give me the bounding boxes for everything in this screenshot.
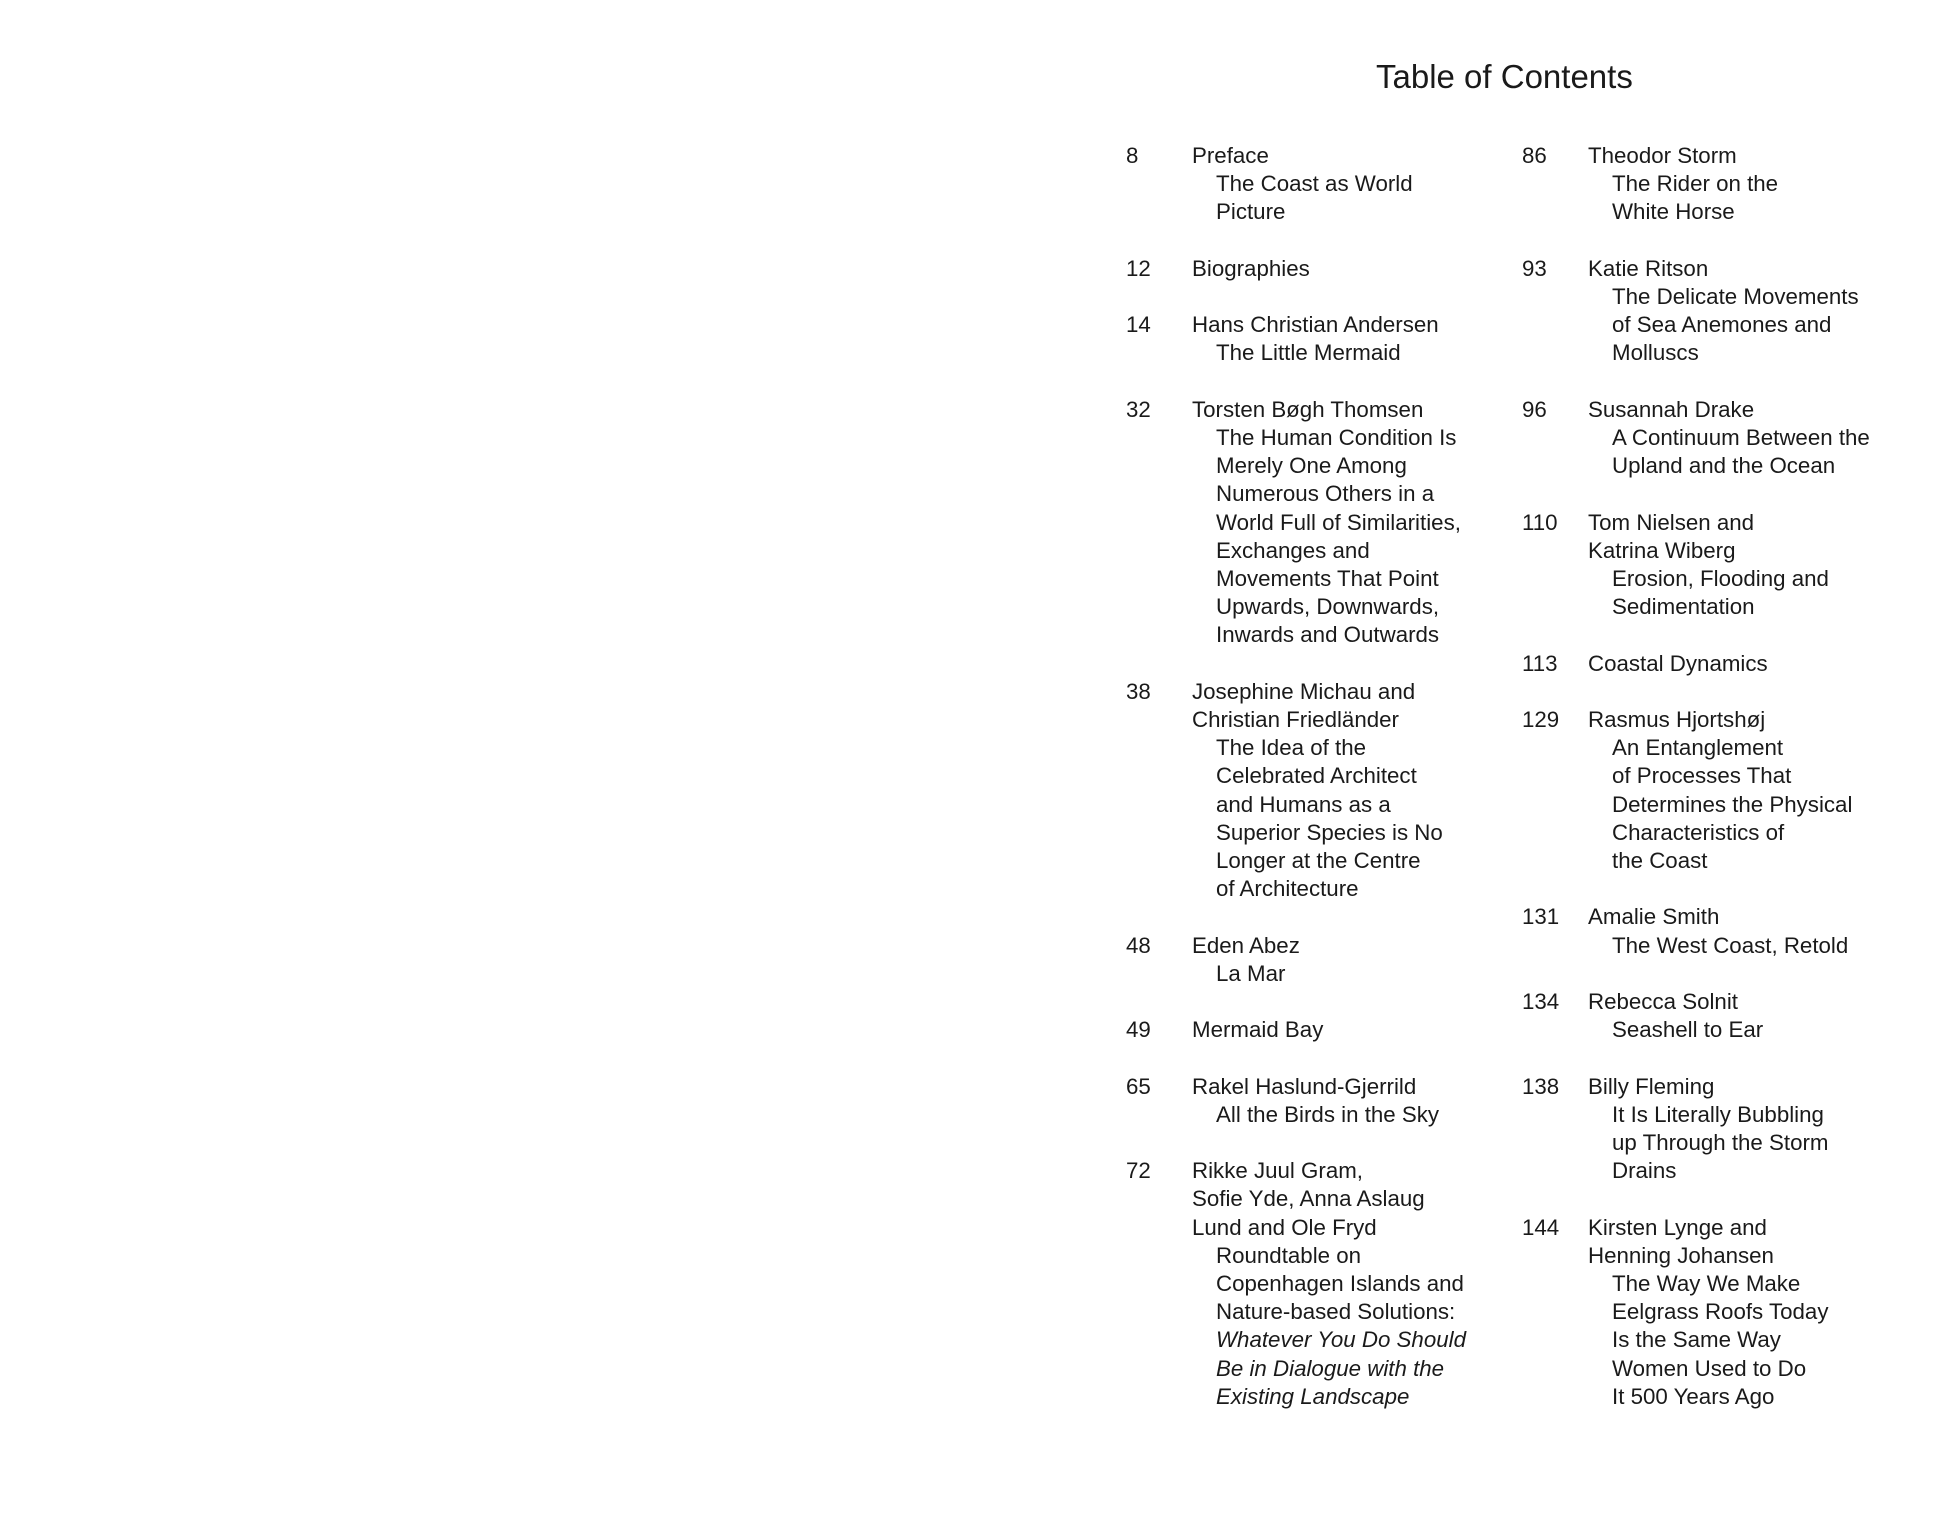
entry-title: Erosion, Flooding and (1612, 566, 1829, 591)
page-number: 138 (1522, 1073, 1560, 1099)
entry-title: Sedimentation (1612, 594, 1755, 620)
entry-author: Coastal Dynamics (1588, 650, 1768, 676)
entry-title: Is the Same Way (1612, 1327, 1781, 1353)
toc-entry (1522, 255, 1922, 368)
toc-entry (1522, 988, 1922, 1044)
page-number: 38 (1126, 678, 1151, 704)
entry-author: Lund and Ole Fryd (1192, 1214, 1377, 1240)
page-number: 93 (1522, 255, 1547, 281)
toc-entry (1522, 396, 1922, 481)
toc-entry (1126, 396, 1526, 650)
entry-title: The Delicate Movements (1612, 284, 1859, 309)
entry-text (1192, 1073, 1526, 1129)
page-number: 110 (1522, 509, 1558, 535)
entry-text (1192, 1016, 1526, 1044)
entry-title: Nature-based Solutions: (1216, 1299, 1456, 1325)
entry-author: Josephine Michau and (1192, 678, 1416, 704)
entry-text (1588, 1214, 1922, 1411)
entry-text (1192, 678, 1526, 904)
entry-title: Celebrated Architect (1216, 763, 1417, 789)
toc-entry (1126, 678, 1526, 904)
page-number: 129 (1522, 706, 1560, 732)
entry-text (1588, 142, 1922, 227)
entry-title: A Continuum Between the (1612, 425, 1870, 450)
page-number: 131 (1522, 904, 1560, 930)
toc-entry (1126, 142, 1526, 227)
entry-title: All the Birds in the Sky (1216, 1101, 1440, 1127)
entry-text (1588, 255, 1922, 368)
entry-text (1588, 396, 1922, 481)
entry-author: Billy Fleming (1588, 1073, 1715, 1099)
entry-author: Katrina Wiberg (1588, 537, 1736, 563)
page-number: 48 (1126, 932, 1151, 958)
toc-entry (1126, 1157, 1526, 1411)
page-number: 96 (1522, 396, 1547, 422)
toc-entry (1126, 932, 1526, 988)
entry-author: Henning Johansen (1588, 1242, 1774, 1268)
page-number: 134 (1522, 988, 1560, 1014)
entry-title: of Processes That (1612, 763, 1792, 789)
page-number: 72 (1126, 1158, 1151, 1184)
entry-text (1588, 988, 1922, 1044)
entry-author: Mermaid Bay (1192, 1017, 1324, 1043)
entry-title: Longer at the Centre (1216, 848, 1421, 874)
entry-title: Inwards and Outwards (1216, 622, 1440, 648)
page-number: 32 (1126, 396, 1151, 422)
entry-author: Kirsten Lynge and (1588, 1214, 1767, 1240)
entry-title: Roundtable on (1216, 1242, 1362, 1268)
page-number: 49 (1126, 1017, 1151, 1043)
entry-author: Theodor Storm (1588, 143, 1737, 168)
entry-text (1588, 1073, 1922, 1186)
entry-title: Merely One Among (1216, 453, 1407, 479)
entry-author: Amalie Smith (1588, 904, 1720, 930)
page-number: 12 (1126, 255, 1151, 281)
entry-title: An Entanglement (1612, 735, 1784, 761)
toc-entry (1522, 1073, 1922, 1186)
toc-entry (1522, 903, 1922, 959)
toc-column-right (1522, 142, 1922, 1439)
entry-title: It 500 Years Ago (1612, 1383, 1775, 1409)
toc-entry (1126, 311, 1526, 367)
entry-title-italic: Existing Landscape (1216, 1383, 1410, 1409)
toc-entry (1126, 255, 1526, 283)
entry-title: Exchanges and (1216, 537, 1370, 563)
toc-entry (1522, 509, 1922, 622)
entry-author: Tom Nielsen and (1588, 509, 1755, 535)
toc-entry (1522, 650, 1922, 678)
entry-title: The Human Condition Is (1216, 424, 1457, 450)
entry-title-italic: Be in Dialogue with the (1216, 1355, 1445, 1381)
entry-title: of Sea Anemones and (1612, 312, 1832, 338)
entry-text (1192, 932, 1526, 988)
toc-entry (1522, 1214, 1922, 1411)
entry-title: of Architecture (1216, 876, 1359, 902)
entry-text (1192, 142, 1526, 227)
entry-title: White Horse (1612, 199, 1735, 225)
entry-title: World Full of Similarities, (1216, 509, 1461, 535)
entry-author: Christian Friedländer (1192, 707, 1399, 732)
entry-title: and Humans as a (1216, 791, 1391, 817)
entry-author: Biographies (1192, 255, 1310, 281)
toc-entry (1522, 142, 1922, 227)
toc-entry (1126, 1073, 1526, 1129)
entry-title: Superior Species is No (1216, 819, 1443, 845)
entry-author: Rakel Haslund-Gjerrild (1192, 1073, 1417, 1099)
page-number: 65 (1126, 1073, 1151, 1099)
entry-text (1192, 1157, 1526, 1411)
entry-title: Drains (1612, 1158, 1677, 1184)
entry-text (1588, 903, 1922, 959)
entry-title-italic: Whatever You Do Should (1216, 1327, 1466, 1353)
entry-author: Rikke Juul Gram, (1192, 1158, 1363, 1184)
entry-title: Picture (1216, 199, 1286, 225)
entry-title: Characteristics of (1612, 819, 1785, 845)
entry-title: The Way We Make (1612, 1270, 1801, 1296)
entry-title: The Idea of the (1216, 735, 1366, 761)
entry-title: the Coast (1612, 848, 1708, 873)
toc-column-left (1126, 142, 1526, 1439)
entry-author: Sofie Yde, Anna Aslaug (1192, 1186, 1425, 1212)
entry-text (1192, 311, 1526, 367)
page-title: Table of Contents (1376, 58, 1633, 95)
entry-title: Eelgrass Roofs Today (1612, 1299, 1829, 1325)
page-number: 113 (1522, 650, 1558, 676)
entry-title: The West Coast, Retold (1612, 932, 1849, 958)
entry-title: Determines the Physical (1612, 791, 1853, 817)
page-number: 86 (1522, 143, 1547, 168)
entry-title: The Rider on the (1612, 171, 1779, 197)
toc-entry (1522, 706, 1922, 875)
entry-title: Movements That Point (1216, 566, 1439, 591)
toc-entry (1126, 1016, 1526, 1044)
entry-title: Upwards, Downwards, (1216, 594, 1440, 620)
entry-title: It Is Literally Bubbling (1612, 1101, 1824, 1127)
entry-text (1588, 706, 1922, 875)
entry-title: Copenhagen Islands and (1216, 1271, 1464, 1296)
page-number: 14 (1126, 312, 1151, 338)
page-number: 8 (1126, 143, 1139, 168)
entry-title: Molluscs (1612, 340, 1699, 366)
page-number: 144 (1522, 1214, 1560, 1240)
entry-author: Hans Christian Andersen (1192, 312, 1439, 338)
entry-author: Rebecca Solnit (1588, 988, 1738, 1014)
entry-author: Rasmus Hjortshøj (1588, 706, 1766, 732)
entry-author: Eden Abez (1192, 932, 1300, 958)
entry-author: Preface (1192, 143, 1269, 168)
entry-title: Upland and the Ocean (1612, 453, 1836, 479)
entry-title: La Mar (1216, 960, 1286, 986)
entry-title: Women Used to Do (1612, 1355, 1807, 1381)
entry-text (1192, 396, 1526, 650)
entry-text (1192, 255, 1526, 283)
entry-text (1588, 650, 1922, 678)
entry-title: Numerous Others in a (1216, 481, 1435, 507)
entry-author: Torsten Bøgh Thomsen (1192, 396, 1424, 422)
entry-title: Seashell to Ear (1612, 1017, 1764, 1043)
entry-author: Susannah Drake (1588, 396, 1755, 422)
entry-author: Katie Ritson (1588, 255, 1709, 281)
entry-title: up Through the Storm (1612, 1129, 1829, 1155)
entry-text (1588, 509, 1922, 622)
entry-title: The Little Mermaid (1216, 340, 1401, 366)
entry-title: The Coast as World (1216, 171, 1413, 197)
